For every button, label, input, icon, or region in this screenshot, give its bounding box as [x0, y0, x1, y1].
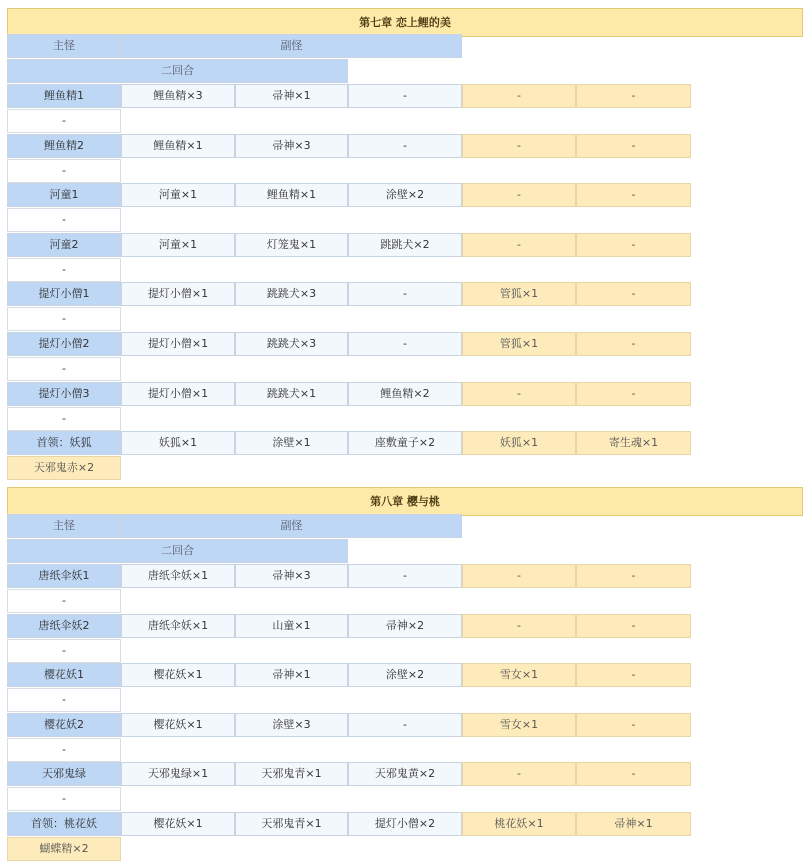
sub-monster-cell: -: [462, 134, 576, 158]
sub-monster-cell: 帚神×1: [235, 84, 348, 108]
second-round-cell: -: [7, 357, 121, 381]
sub-monster-cell: -: [462, 762, 576, 786]
second-round-cell: -: [7, 589, 121, 613]
sub-monster-cell: 管狐×1: [462, 282, 576, 306]
sub-monster-cell: 管狐×1: [462, 332, 576, 356]
sub-monster-cell: 涂壁×3: [235, 713, 348, 737]
sub-monster-cell: 帚神×1: [235, 663, 348, 687]
second-round-cell: 天邪鬼赤×2: [7, 456, 121, 480]
sub-monster-cell: 唐纸伞妖×1: [121, 564, 235, 588]
sub-monster-cell: 天邪鬼绿×1: [121, 762, 235, 786]
main-monster-cell: 首领：妖狐: [7, 431, 121, 455]
sub-monster-cell: 樱花妖×1: [121, 713, 235, 737]
main-monster-cell: 提灯小僧1: [7, 282, 121, 306]
main-monster-cell: 鲤鱼精2: [7, 134, 121, 158]
sub-monster-cell: 天邪鬼青×1: [235, 762, 348, 786]
second-round-cell: -: [7, 258, 121, 282]
sub-monster-cell: 鲤鱼精×1: [121, 134, 235, 158]
sub-monster-cell: 桃花妖×1: [462, 812, 576, 836]
sub-monster-cell: 灯笼鬼×1: [235, 233, 348, 257]
sub-monster-cell: 唐纸伞妖×1: [121, 614, 235, 638]
sub-monster-cell: -: [576, 762, 691, 786]
sub-monster-cell: -: [576, 614, 691, 638]
sub-monster-cell: -: [348, 713, 462, 737]
sub-monster-cell: 涂壁×2: [348, 663, 462, 687]
sub-monster-cell: 河童×1: [121, 233, 235, 257]
main-monster-header: 主怪: [7, 34, 121, 58]
second-round-cell: -: [7, 307, 121, 331]
sub-monster-cell: 帚神×3: [235, 134, 348, 158]
sub-monster-cell: 天邪鬼黄×2: [348, 762, 462, 786]
sub-monster-cell: -: [576, 134, 691, 158]
sub-monster-cell: -: [576, 84, 691, 108]
round-header: 二回合: [7, 59, 348, 83]
second-round-cell: -: [7, 787, 121, 811]
sub-monster-cell: -: [576, 282, 691, 306]
sub-monster-cell: -: [576, 663, 691, 687]
sub-monster-cell: 跳跳犬×2: [348, 233, 462, 257]
sub-monster-cell: 跳跳犬×1: [235, 382, 348, 406]
sub-monster-header: 副怪: [121, 34, 462, 58]
sub-monster-cell: 鲤鱼精×1: [235, 183, 348, 207]
sub-monster-cell: 雪女×1: [462, 663, 576, 687]
sub-monster-cell: -: [348, 282, 462, 306]
main-monster-cell: 首领：桃花妖: [7, 812, 121, 836]
sub-monster-cell: -: [462, 614, 576, 638]
main-monster-cell: 唐纸伞妖1: [7, 564, 121, 588]
chapter-title: 第七章 恋上鲤的美: [7, 8, 803, 37]
second-round-cell: -: [7, 738, 121, 762]
sub-monster-cell: -: [576, 183, 691, 207]
second-round-cell: -: [7, 688, 121, 712]
sub-monster-cell: 天邪鬼青×1: [235, 812, 348, 836]
sub-monster-cell: 提灯小僧×1: [121, 282, 235, 306]
sub-monster-cell: 涂壁×2: [348, 183, 462, 207]
sub-monster-cell: 樱花妖×1: [121, 812, 235, 836]
main-monster-header: 主怪: [7, 514, 121, 538]
main-monster-cell: 樱花妖1: [7, 663, 121, 687]
second-round-cell: -: [7, 639, 121, 663]
sub-monster-cell: 跳跳犬×3: [235, 282, 348, 306]
sub-monster-cell: 妖狐×1: [462, 431, 576, 455]
sub-monster-header: 副怪: [121, 514, 462, 538]
sub-monster-cell: -: [462, 564, 576, 588]
chapter-title: 第八章 樱与桃: [7, 487, 803, 516]
sub-monster-cell: 涂壁×1: [235, 431, 348, 455]
sub-monster-cell: 樱花妖×1: [121, 663, 235, 687]
main-monster-cell: 天邪鬼绿: [7, 762, 121, 786]
sub-monster-cell: 提灯小僧×2: [348, 812, 462, 836]
sub-monster-cell: -: [576, 332, 691, 356]
sub-monster-cell: -: [348, 332, 462, 356]
sub-monster-cell: 跳跳犬×3: [235, 332, 348, 356]
sub-monster-cell: 寄生魂×1: [576, 431, 691, 455]
sub-monster-cell: 雪女×1: [462, 713, 576, 737]
sub-monster-cell: 山童×1: [235, 614, 348, 638]
sub-monster-cell: 河童×1: [121, 183, 235, 207]
second-round-cell: -: [7, 159, 121, 183]
sub-monster-cell: -: [576, 713, 691, 737]
main-monster-cell: 樱花妖2: [7, 713, 121, 737]
sub-monster-cell: 座敷童子×2: [348, 431, 462, 455]
sub-monster-cell: 鲤鱼精×2: [348, 382, 462, 406]
sub-monster-cell: -: [576, 564, 691, 588]
sub-monster-cell: -: [462, 84, 576, 108]
sub-monster-cell: -: [348, 134, 462, 158]
sub-monster-cell: 提灯小僧×1: [121, 382, 235, 406]
sub-monster-cell: 帚神×1: [576, 812, 691, 836]
sub-monster-cell: 帚神×2: [348, 614, 462, 638]
round-header: 二回合: [7, 539, 348, 563]
sub-monster-cell: 鲤鱼精×3: [121, 84, 235, 108]
sub-monster-cell: -: [462, 233, 576, 257]
main-monster-cell: 唐纸伞妖2: [7, 614, 121, 638]
main-monster-cell: 河童1: [7, 183, 121, 207]
sub-monster-cell: -: [348, 564, 462, 588]
main-monster-cell: 提灯小僧2: [7, 332, 121, 356]
sub-monster-cell: 妖狐×1: [121, 431, 235, 455]
second-round-cell: -: [7, 109, 121, 133]
sub-monster-cell: 提灯小僧×1: [121, 332, 235, 356]
second-round-cell: 蝴蝶精×2: [7, 837, 121, 861]
second-round-cell: -: [7, 208, 121, 232]
second-round-cell: -: [7, 407, 121, 431]
main-monster-cell: 鲤鱼精1: [7, 84, 121, 108]
main-monster-cell: 提灯小僧3: [7, 382, 121, 406]
sub-monster-cell: -: [462, 183, 576, 207]
sub-monster-cell: -: [462, 382, 576, 406]
sub-monster-cell: -: [576, 233, 691, 257]
sub-monster-cell: -: [348, 84, 462, 108]
sub-monster-cell: -: [576, 382, 691, 406]
main-monster-cell: 河童2: [7, 233, 121, 257]
sub-monster-cell: 帚神×3: [235, 564, 348, 588]
